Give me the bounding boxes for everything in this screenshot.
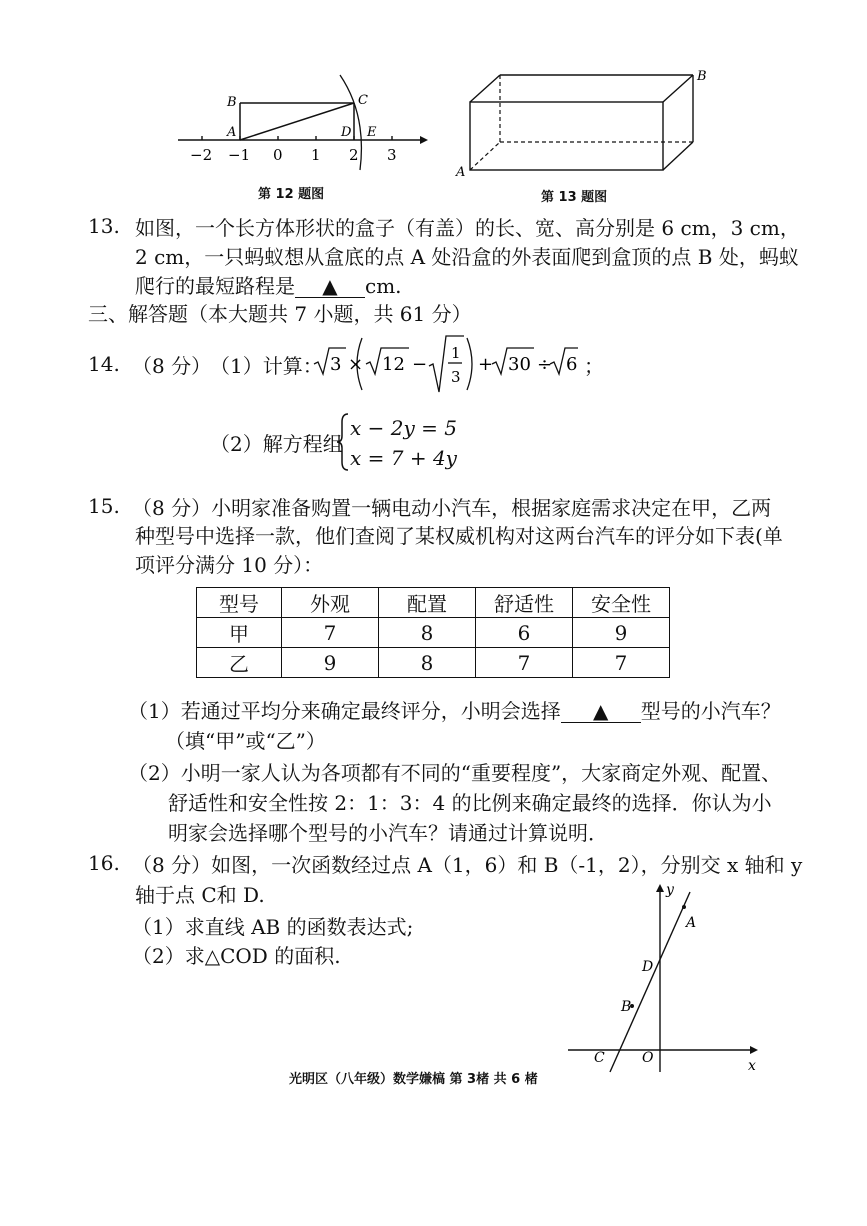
q13-answer-blank[interactable]: ▲: [295, 275, 365, 298]
q14-number: 14.: [88, 352, 120, 376]
table-row: [197, 648, 670, 678]
q14-semicolon: ；: [584, 354, 604, 378]
q13-line3-text: 爬行的最短路程是: [135, 274, 295, 298]
fig12-tick-label: 3: [387, 146, 397, 164]
q15-part2-line2: 舒适性和安全性按 2：1：3：4 的比例来确定最终的选择．你认为小: [168, 791, 772, 815]
table-cell: 8: [379, 618, 476, 648]
q16-line1: （8 分）如图，一次函数经过点 A（1，6）和 B（-1，2），分别交 x 轴和 y: [132, 853, 803, 877]
table-cell: 8: [379, 648, 476, 678]
q15-part2-line3: 明家会选择哪个型号的小汽车？请通过计算说明．: [168, 821, 608, 845]
q15-number: 15.: [88, 494, 120, 518]
table-cell: 9: [573, 618, 670, 648]
q16-graph: [560, 880, 770, 1075]
fig12-tick-label: −2: [190, 146, 213, 164]
svg-text:30: 30: [508, 354, 531, 375]
fig13-label-A: A: [456, 165, 466, 180]
section-heading: 三、解答题（本大题共 7 小题，共 61 分）: [88, 302, 472, 326]
fig12-caption: 第 12 题图: [258, 187, 325, 202]
q16-part1: （1）求直线 AB 的函数表达式;: [132, 915, 414, 939]
graph-label-A: A: [686, 915, 697, 931]
table-header-cell: 配置: [379, 588, 476, 618]
q14-part1-label: （1）计算：: [210, 354, 323, 378]
q13-line1: 如图，一个长方体形状的盒子（有盖）的长、宽、高分别是 6 cm，3 cm，: [135, 216, 800, 240]
svg-text:−: −: [412, 354, 428, 375]
fig12-tick-label: 2: [349, 146, 359, 164]
graph-label-D: D: [642, 959, 654, 975]
graph-label-y: y: [666, 882, 674, 898]
table-cell: 甲: [197, 618, 282, 648]
table-cell: 7: [282, 618, 379, 648]
svg-text:6: 6: [566, 354, 578, 375]
fig12-label-B: B: [227, 95, 237, 110]
fig12-label-D: D: [341, 125, 352, 140]
q15-part1-text: （1）若通过平均分来确定最终评分，小明会选择: [128, 699, 561, 723]
q15-answer-blank[interactable]: ▲: [561, 700, 641, 723]
q14-system-brace: [336, 412, 350, 472]
fig13-caption: 第 13 题图: [541, 190, 608, 205]
table-cell: 乙: [197, 648, 282, 678]
q13-unit: cm.: [365, 274, 402, 298]
q15-line3: 项评分满分 10 分）：: [135, 553, 324, 577]
figure-12: [170, 70, 430, 180]
q15-part1: [128, 697, 781, 725]
fig12-tick-label: −1: [228, 146, 251, 164]
q13-line2: 2 cm，一只蚂蚁想从盒底的点 A 处沿盒的外表面爬到盒顶的点 B 处，蚂蚁: [135, 245, 799, 269]
table-cell: 9: [282, 648, 379, 678]
q14-expression: [312, 330, 582, 400]
table-header-cell: 型号: [197, 588, 282, 618]
svg-text:+: +: [478, 354, 494, 375]
score-table: [196, 587, 670, 678]
table-cell: 7: [573, 648, 670, 678]
graph-label-C: C: [594, 1050, 605, 1066]
q16-part2: （2）求△COD 的面积.: [132, 944, 341, 968]
q14-equation-2: x = 7 + 4y: [350, 446, 457, 470]
q14-part2-label: （2）解方程组: [210, 432, 343, 456]
q15-part1-suffix: 型号的小汽车？: [640, 699, 781, 723]
svg-text:12: 12: [382, 354, 405, 375]
table-header-cell: 舒适性: [476, 588, 573, 618]
figure-13: [450, 62, 720, 182]
q13-line3: [135, 272, 402, 300]
fig12-label-E: E: [367, 125, 377, 140]
table-header-cell: 安全性: [573, 588, 670, 618]
fig12-label-A: A: [227, 125, 237, 140]
svg-text:÷: ÷: [537, 354, 553, 375]
svg-text:3: 3: [330, 354, 342, 375]
graph-label-B: B: [621, 999, 632, 1015]
q14-score: （8 分）: [132, 354, 212, 378]
q16-line2: 轴于点 C和 D.: [135, 883, 265, 907]
graph-label-x: x: [748, 1058, 756, 1074]
q15-line1: （8 分）小明家准备购置一辆电动小汽车，根据家庭需求决定在甲，乙两: [132, 496, 772, 520]
q15-part1-hint: （填“甲”或“乙”）: [165, 729, 326, 753]
table-header-row: [197, 588, 670, 618]
svg-text:×: ×: [348, 354, 364, 375]
q15-line2: 种型号中选择一款，他们查阅了某权威机构对这两台汽车的评分如下表(单: [135, 524, 783, 548]
fig12-label-C: C: [358, 93, 368, 108]
fig13-label-B: B: [697, 69, 707, 84]
table-row: [197, 618, 670, 648]
table-cell: 7: [476, 648, 573, 678]
q13-number: 13.: [88, 214, 120, 238]
q16-number: 16.: [88, 851, 120, 875]
svg-text:3: 3: [451, 368, 461, 386]
page-footer: 光明区（八年级）数学嫌槁 第 3楮 共 6 楮: [289, 1072, 538, 1087]
q15-part2-line1: （2）小明一家人认为各项都有不同的“重要程度”，大家商定外观、配置、: [128, 761, 782, 785]
svg-text:1: 1: [451, 344, 461, 362]
fig12-tick-label: 0: [273, 146, 283, 164]
q14-equation-1: x − 2y = 5: [350, 416, 457, 440]
fig12-tick-label: 1: [311, 146, 321, 164]
table-cell: 6: [476, 618, 573, 648]
table-header-cell: 外观: [282, 588, 379, 618]
graph-label-O: O: [642, 1050, 654, 1066]
